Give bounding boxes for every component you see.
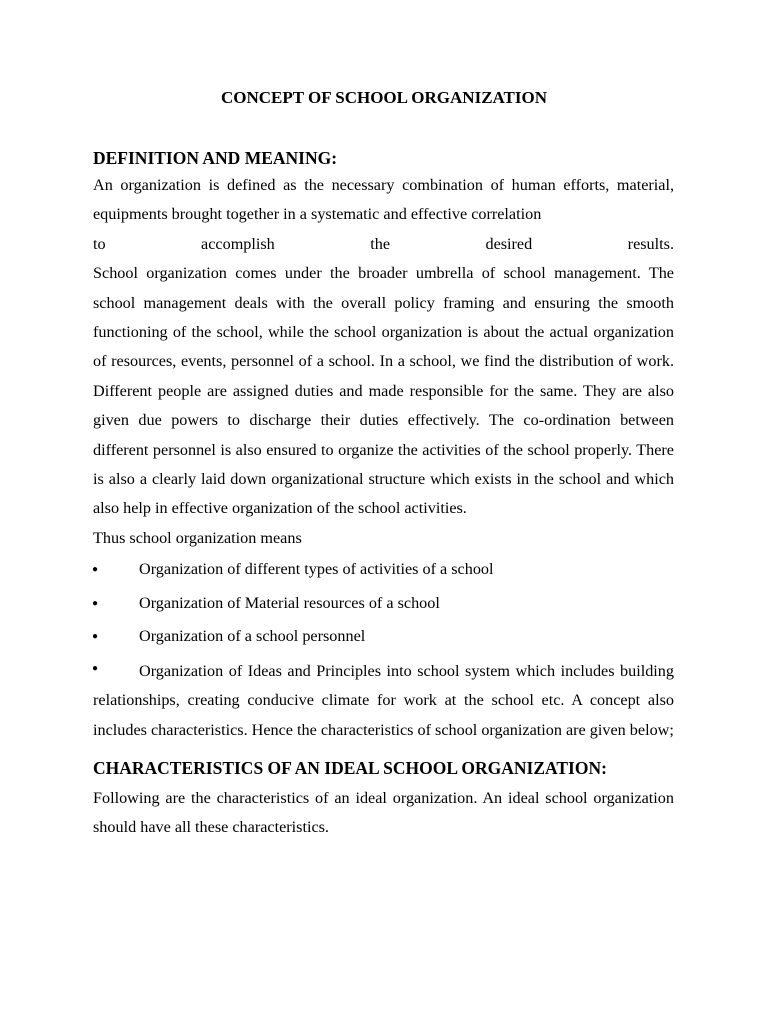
bullet-icon: ● <box>92 631 99 643</box>
list-item <box>93 620 674 654</box>
list-item <box>93 654 674 745</box>
list-item-text: Organization of Ideas and Principles into school system which includes building relationships, creating conducive climate for work at the school etc. A concept also includes characteristics. Hence the characteristics of school organization are given below; <box>93 661 674 739</box>
document-body <box>93 145 674 843</box>
meaning-bullet-list <box>93 553 674 745</box>
bullet-icon: ● <box>92 597 99 609</box>
school-organization-paragraph: School organization comes under the broader umbrella of school management. The school management deals with the overall policy framing and ensuring the smooth functioning of the school, while the school organization is about the actual organization of resources, events, personnel of a school. In a school, we find the distribution of work. Different people are assigned duties and made responsible for the same. They are also given due powers to discharge their duties effectively. The co-ordination between different personnel is also ensured to organize the activities of the school properly. There is also a clearly laid down organizational structure which exists in the school and which also help in effective organization of the school activities. <box>93 264 674 518</box>
list-item-text: Organization of a school personnel <box>139 627 366 646</box>
list-item <box>93 553 674 587</box>
lead-in-text: Thus school organization means <box>93 528 302 547</box>
bullet-icon: ● <box>92 662 99 674</box>
document-title: CONCEPT OF SCHOOL ORGANIZATION <box>220 88 548 107</box>
bullet-icon: ● <box>92 564 99 576</box>
section-heading-definition: DEFINITION AND MEANING: <box>93 148 338 168</box>
definition-text: An organization is defined as the necessary combination of human efforts, material, equipments brought together in a systematic and effective correlation <box>93 176 674 224</box>
characteristics-paragraph: Following are the characteristics of an ideal organization. An ideal school organization should have all these characteristics. <box>93 789 674 837</box>
list-item <box>93 587 674 621</box>
definition-paragraph <box>93 171 674 259</box>
definition-text-last-line: to accomplish the desired results. <box>93 234 674 253</box>
list-item-text: Organization of Material resources of a school <box>139 593 440 612</box>
list-item-text: Organization of different types of activities of a school <box>139 560 494 579</box>
section-heading-characteristics: CHARACTERISTICS OF AN IDEAL SCHOOL ORGANIZATION: <box>93 758 607 778</box>
